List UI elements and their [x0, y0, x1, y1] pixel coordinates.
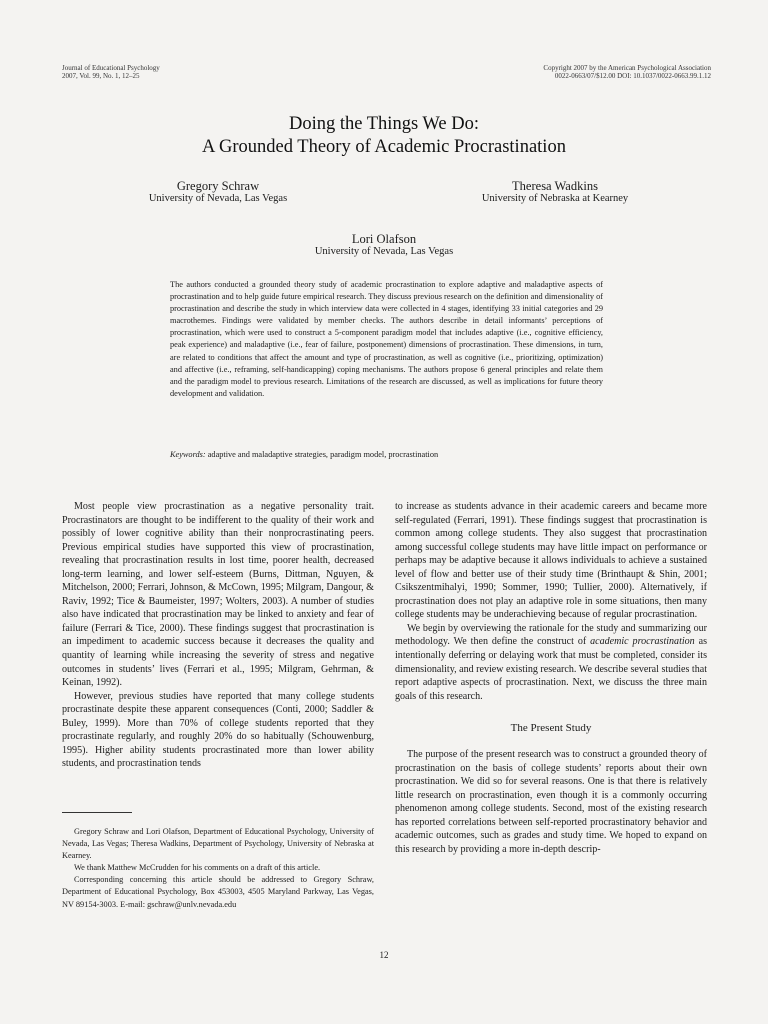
author-block-2: [445, 180, 665, 205]
author-name: Lori Olafson: [351, 232, 417, 246]
paragraph-text: as intentionally deferring or delaying work that must be completed, consider its dimensionality, and review existing research. We describe several studies that report adaptive aspects of procrastination. Next, we discuss the three main goals of this research.: [395, 636, 707, 702]
paragraph: However, previous studies have reported that many college students procrastinate despite these apparent consequences (Conti, 2000; Saddler & Buley, 1999). More than 70% of college students reported that they procrastinate regularly, and roughly 20% do so habitually (Schouwenburg, 1995). Higher ability students procrastinated more than lower ability students, and procrastination tends: [62, 690, 374, 770]
copyright-notice: [543, 64, 711, 80]
copyright-text: Copyright 2007 by the American Psychological Association: [543, 64, 711, 72]
abstract-text: The authors conducted a grounded theory study of academic procrastination to explore adaptive and maladaptive aspects of procrastination and to help guide future empirical research. They discuss previous research on the definition and dimensionality of procrastination and describe the study in which interview data were collected in 4 stages, identifying 33 initial categories and 29 macrothemes. Findings were validated by member checks. The authors describe in detail informants’ perceptions of procrastination, which were used to construct a 5-component paradigm model that includes adaptive (i.e., cognitive efficiency, peak experience) and maladaptive (i.e., fear of failure, postponement) dimensions of procrastination. These dimensions, in turn, are related to conditions that affect the amount and type of procrastination, as well as cognitive (i.e., prioritizing, optimization) and affective (i.e., reframing, self-handicapping) coping mechanisms. The authors propose 6 general principles and relate them and the paradigm model to previous research. Limitations of the research are discussed, as well as implications for future theory development and validation.: [170, 280, 603, 398]
paper-title: [0, 113, 768, 159]
body-column-right: [395, 500, 707, 857]
author-affiliation: University of Nevada, Las Vegas: [148, 193, 288, 204]
journal-volume: 2007, Vol. 99, No. 1, 12–25: [62, 72, 140, 80]
title-line-2: A Grounded Theory of Academic Procrastination: [202, 137, 566, 157]
author-block-3: [284, 233, 484, 258]
author-affiliation: University of Nebraska at Kearney: [481, 193, 629, 204]
author-name: Gregory Schraw: [176, 179, 260, 193]
body-column-left: [62, 500, 374, 771]
author-block-1: [118, 180, 318, 205]
doi-text: 0022-0663/07/$12.00 DOI: 10.1037/0022-0663.99.1.12: [554, 72, 711, 80]
abstract: [170, 279, 603, 400]
paragraph: to increase as students advance in their academic careers and became more self-regulated (Ferrari, 1991). These findings suggest that procrastination is common among college students. They also suggest that procrastination among successful college students may have little impact on performance or perhaps may be adaptive because it allows individuals to achieve a sustained level of flow and better use of their study time (Brinthaupt & Shin, 2001; Csikszentmihalyi, 1990; Sommer, 1990; Tullier, 2000). Alternatively, if procrastination does not play an adaptive role in some situations, then many college students may be underachieving because of regular procrastination.: [395, 501, 707, 621]
italic-term: academic procrastination: [590, 636, 695, 648]
footnote-acknowledgment: We thank Matthew McCrudden for his comments on a draft of this article.: [74, 863, 321, 873]
journal-citation: [62, 64, 160, 80]
paragraph-text: We begin by overviewing the rationale for the study and summarizing our methodology. We then define the construct of: [395, 622, 707, 648]
keywords-label: Keywords:: [170, 450, 206, 459]
footnote-affiliations: Gregory Schraw and Lori Olafson, Department of Educational Psychology, University of Nevada, Las Vegas; Theresa Wadkins, Department of Psychology, University of Nebraska at Kearney.: [62, 827, 374, 861]
footnote-correspondence: Corresponding concerning this article should be addressed to Gregory Schraw, Department of Educational Psychology, Box 453003, 4505 Maryland Parkway, Las Vegas, NV 89154-3003. E-mail: gschraw@unlv.nevada.edu: [62, 875, 374, 909]
section-heading: The Present Study: [510, 722, 592, 735]
author-name: Theresa Wadkins: [512, 179, 598, 193]
page-number: 12: [379, 950, 389, 960]
keywords: [170, 449, 603, 461]
title-line-1: Doing the Things We Do:: [288, 114, 479, 134]
footnotes: [62, 826, 374, 911]
paragraph: Most people view procrastination as a negative personality trait. Procrastinators are thought to be indifferent to the quality of their work and possibly of lower cognitive ability than their nonprocrastinating peers. Previous empirical studies have supported this view of procrastination, revealing that procrastination results in lost time, poorer health, decreased long-term learning, and lower self-esteem (Burns, Dittman, Nguyen, & Mitchelson, 2000; Ferrari, Johnson, & McCown, 1995; Milgram, Dangour, & Raviv, 1992; Tice & Baumeister, 1997; Wolters, 2003). A number of studies also have indicated that procrastination may be linked to anxiety and fear of failure (Ferrari & Tice, 2000). These findings suggest that procrastination is an impediment to academic success because it decreases the quality and quantity of learning while increasing the severity of stress and negative outcomes in students’ lives (Ferrari et al., 1995; Milgram, Gehrman, & Keinan, 1992).: [62, 501, 374, 689]
keywords-text: adaptive and maladaptive strategies, paradigm model, procrastination: [207, 450, 439, 459]
paragraph: [395, 622, 707, 703]
journal-name: Journal of Educational Psychology: [62, 64, 160, 72]
author-affiliation: University of Nevada, Las Vegas: [314, 246, 454, 257]
footnote-divider: [62, 812, 132, 813]
paragraph: The purpose of the present research was to construct a grounded theory of procrastination on the basis of college students’ reports about their own procrastination. We did so for several reasons. One is that there is relatively little research on procrastination, even though it is a commonly occurring phenomenon among college students. Second, most of the existing research has reported correlations between self-reported procrastinatory behavior and academic outcomes, such as grades and study time. We hoped to expand on this research by providing a more in-depth descrip-: [395, 749, 707, 856]
